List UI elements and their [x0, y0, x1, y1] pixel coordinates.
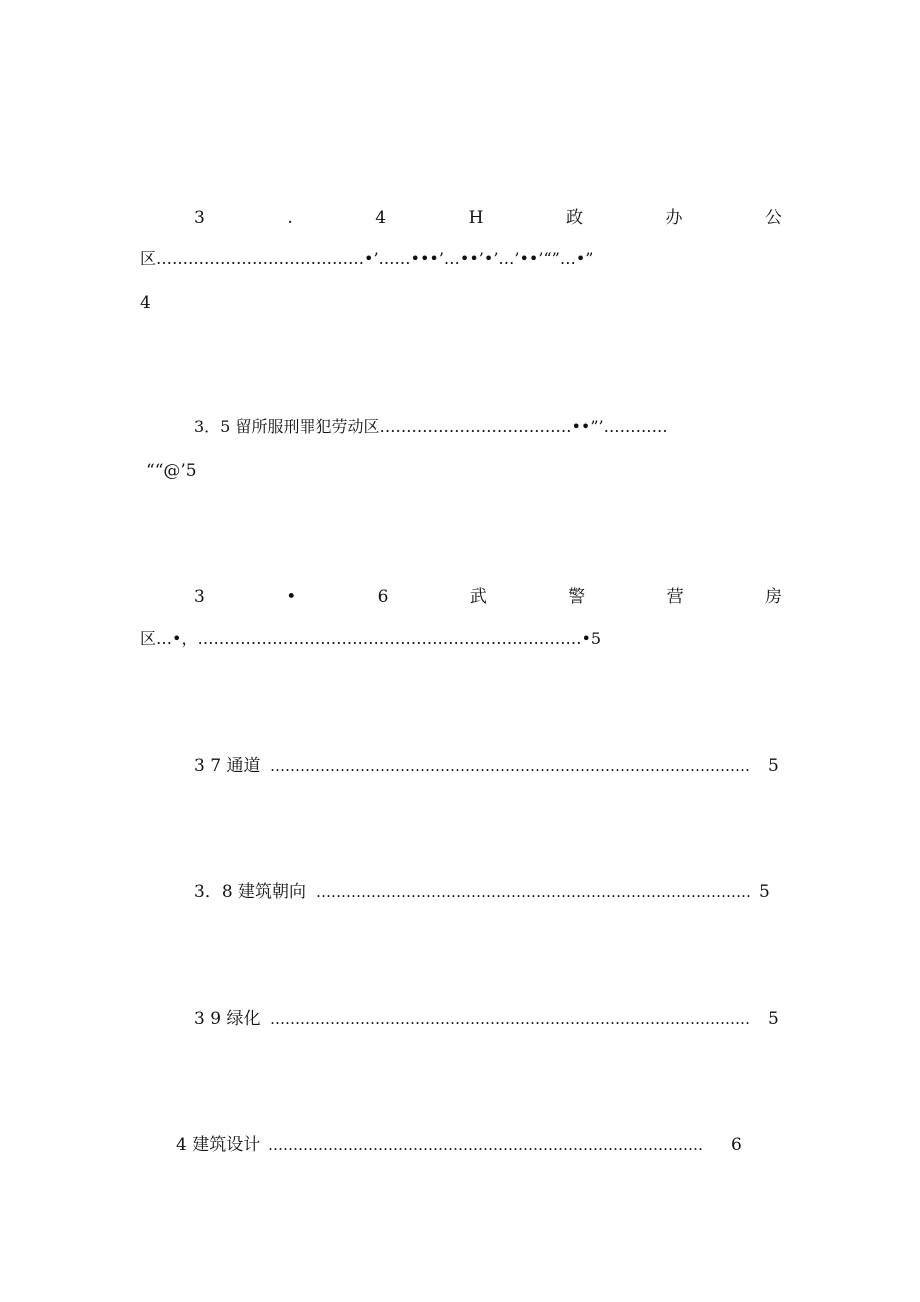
- toc-3-9-label: 3 9 绿化: [194, 1009, 261, 1029]
- toc-3-5-line: 3．5 留所服刑罪犯劳动区………………………………••”’…………: [194, 417, 668, 436]
- toc-3-7-label: 3 7 通道: [194, 756, 261, 776]
- toc-3-6-part-4: 警: [568, 587, 586, 607]
- toc-3-6-part-5: 营: [666, 587, 684, 607]
- toc-3-8-label: 3．8 建筑朝向: [194, 882, 307, 902]
- toc-4-page: 6: [731, 1135, 742, 1155]
- toc-3-6-part-2: 6: [377, 587, 389, 607]
- toc-3-4-part-3: H: [468, 208, 484, 228]
- toc-3-7-leader: ……………………………………………………………………………………: [270, 757, 750, 775]
- toc-3-5-continuation: ““@’5: [146, 461, 197, 481]
- toc-entry-3-6-heading: [194, 586, 782, 608]
- toc-3-4-part-5: 办: [665, 208, 683, 228]
- toc-3-6-part-6: 房: [764, 587, 782, 607]
- toc-4-leader: ……………………………………………………………………………: [268, 1136, 703, 1154]
- toc-3-8-leader: ……………………………………………………………………………: [316, 883, 751, 901]
- toc-3-6-part-1: •: [286, 587, 297, 607]
- toc-3-4-part-6: 公: [764, 208, 782, 228]
- toc-3-6-part-0: 3: [194, 587, 205, 607]
- toc-4-label: 4 建筑设计: [176, 1135, 261, 1155]
- toc-3-9-leader: ……………………………………………………………………………………: [270, 1010, 750, 1028]
- toc-3-4-leader-line: 区…………………………………•’……•••’…••’•’…’••’“”…•”: [140, 249, 594, 268]
- toc-3-4-page: 4: [140, 293, 151, 313]
- toc-3-4-part-1: .: [287, 208, 293, 228]
- toc-entry-3-4-heading: [194, 207, 782, 229]
- toc-3-6-leader-line: 区…•，………………………………………………………………•5: [140, 629, 602, 648]
- toc-3-9-page: 5: [768, 1009, 779, 1029]
- toc-3-8-page: 5: [759, 882, 770, 902]
- toc-3-4-part-2: 4: [375, 208, 387, 228]
- toc-3-7-page: 5: [768, 756, 779, 776]
- toc-3-4-part-0: 3: [194, 208, 205, 228]
- toc-3-4-part-4: 政: [565, 208, 583, 228]
- toc-3-6-part-3: 武: [469, 587, 487, 607]
